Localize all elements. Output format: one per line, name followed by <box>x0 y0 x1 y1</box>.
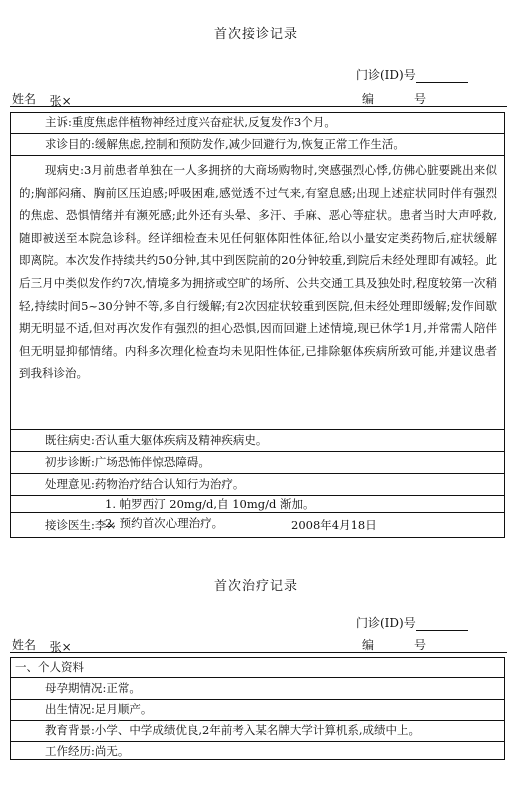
record1-history: 现病史:3月前患者单独在一人多拥挤的大商场购物时,突感强烈心悸,仿佛心脏要跳出来似的;胸部闷痛、胸前区压迫感;呼吸困难,感觉透不过气来,有窒息感;出现上述症状同时伴有强烈的焦虑、恐惧情绪并有濒死感;此外还有头晕、多汗、手麻、恶心等症状。患者当时大声呼救,随即被送至本院急诊科。经详细检查未见任何躯体阳性体征,给以小量安定类药物后,症状缓解即离院。本次发作持续共约50分钟,其中到医院前的20分钟较重,到院后未经处理即有减轻。此后三月中类似发作约7次,情境多为拥挤或空旷的场所、公共交通工具及独处时,程度较第一次稍轻,持续时间5~30分钟不等,多自行缓解;有2次因症状较重到医院,但未经处理即缓解;发作间歇期无明显不适,但对再次发作有强烈的担心恐惧,因而回避上述情境,现已休学1月,并常需人陪伴但无明显抑郁情绪。内科多次理化检查均未见阳性体征,已排除躯体疾病所致可能,并建议患者到我科诊治。 <box>19 163 497 381</box>
record1-treatment-item-2: 2. 预约首次心理治疗。 <box>105 516 224 530</box>
record2-name-value: 张× <box>50 638 90 653</box>
record1-signature-row <box>10 512 505 538</box>
record1-doctor: 接诊医生:李× <box>45 518 117 532</box>
record1-clinic-id <box>356 66 468 83</box>
record1-name-row <box>12 90 90 107</box>
record1-name-label: 姓名 <box>12 92 37 106</box>
record2-top-rule <box>10 652 507 653</box>
record2-number <box>362 636 478 653</box>
record1-title: 首次接诊记录 <box>214 27 299 42</box>
record1-date: 2008年4月18日 <box>291 518 377 532</box>
record1-treatment: 处理意见:药物治疗结合认知行为治疗。 <box>45 477 245 491</box>
record1-number-label-right: 号 <box>414 92 427 106</box>
record1-past-history: 既往病史:否认重大躯体疾病及精神疾病史。 <box>45 433 268 447</box>
record2-name-label: 姓名 <box>12 638 37 652</box>
record1-goal: 求诊目的:缓解焦虑,控制和预防发作,减少回避行为,恢复正常工作生活。 <box>45 137 405 151</box>
record1-name-value: 张× <box>50 92 90 107</box>
record2-item-1: 母孕期情况:正常。 <box>45 681 141 695</box>
record2-item-4: 工作经历:尚无。 <box>45 744 130 758</box>
record1-clinic-id-blank <box>416 70 468 83</box>
record1-diagnosis: 初步诊断:广场恐怖伴惊恐障碍。 <box>45 455 210 469</box>
record2-number-label-left: 编 <box>362 638 375 652</box>
record1-table <box>10 112 505 538</box>
record2-section-heading: 一、个人资料 <box>15 660 84 674</box>
record1-treatment-item-1: 1. 帕罗西汀 20mg/d,自 10mg/d 渐加。 <box>105 497 315 511</box>
record2-item-2: 出生情况:足月顺产。 <box>45 702 153 716</box>
record1-complaint: 主诉:重度焦虑伴植物神经过度兴奋症状,反复发作3个月。 <box>45 115 336 129</box>
record2-title: 首次治疗记录 <box>214 579 299 594</box>
record2-clinic-id <box>356 614 468 631</box>
record1-clinic-id-label: 门诊(ID)号 <box>356 68 416 82</box>
record1-number <box>362 90 478 107</box>
record2-clinic-id-blank <box>416 618 468 631</box>
record2-clinic-id-label: 门诊(ID)号 <box>356 616 416 630</box>
record1-number-label-left: 编 <box>362 92 375 106</box>
record2-number-label-right: 号 <box>414 638 427 652</box>
record1-top-rule <box>10 106 507 107</box>
record2-item-3: 教育背景:小学、中学成绩优良,2年前考入某名牌大学计算机系,成绩中上。 <box>45 723 420 737</box>
record2-table <box>10 657 505 760</box>
record2-name-row <box>12 636 90 653</box>
